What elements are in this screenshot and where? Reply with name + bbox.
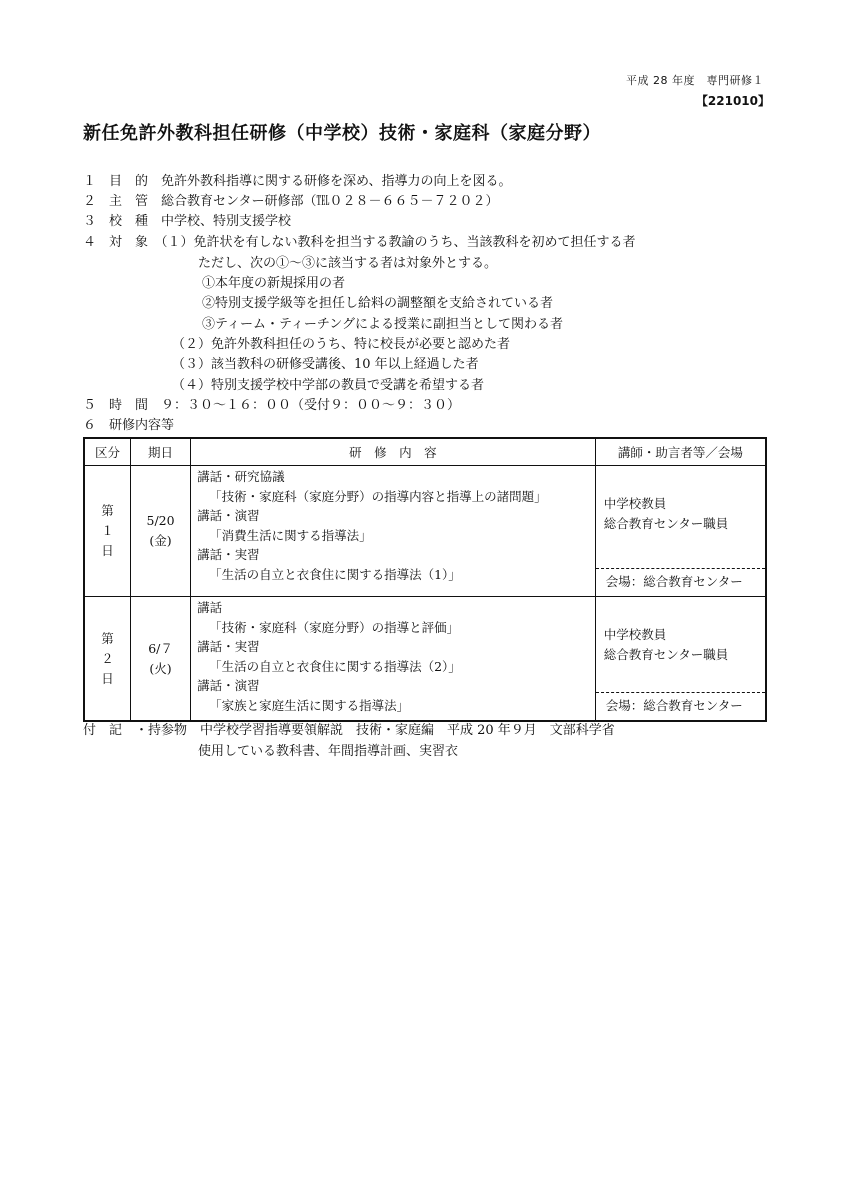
- target-line-2: （２）免許外教科担任のうち、特に校長が必要と認めた者: [172, 337, 511, 352]
- session-type: 講話・実習: [197, 639, 260, 654]
- date-value: 6/７: [148, 640, 173, 656]
- day-label: 日: [101, 543, 114, 558]
- lecturer-cell: [595, 466, 766, 597]
- organizer-line: ２ 主 管 総合教育センター研修部（℡０２８－６６５－７２０２）: [83, 194, 499, 209]
- purpose-line: １ 目 的 免許外教科指導に関する研修を深め、指導力の向上を図る。: [83, 174, 512, 189]
- session-topic: 「技術・家庭科（家庭分野）の指導と評価」: [209, 619, 460, 635]
- exclusion-1: ①本年度の新規採用の者: [202, 276, 346, 291]
- weekday: (金): [149, 533, 172, 548]
- exclusion-2: ②特別支援学級等を担任し給料の調整額を支給されている者: [202, 296, 554, 311]
- session-type: 講話・演習: [197, 508, 260, 523]
- day-label: 日: [101, 670, 114, 686]
- lecturer-name: 中学校教員: [603, 627, 667, 642]
- day-label: 第: [101, 503, 114, 518]
- date-cell: [131, 466, 191, 597]
- lecturer-name: 中学校教員: [603, 496, 667, 511]
- session-topic: 「生活の自立と衣食住に関する指導法（2）」: [209, 658, 461, 674]
- date-cell: [131, 597, 191, 722]
- schedule-table: [83, 437, 767, 722]
- session-type: 講話: [197, 600, 223, 615]
- lecturer-name: 総合教育センター職員: [603, 516, 729, 531]
- session-topic: 「家族と家庭生活に関する指導法」: [209, 697, 410, 713]
- table-header-row: [84, 438, 766, 466]
- exclusion-3: ③ティーム・ティーチングによる授業に副担当として関わる者: [202, 317, 564, 332]
- target-line-4: （４）特別支援学校中学部の教員で受講を希望する者: [172, 378, 485, 393]
- target-note: ただし、次の①～③に該当する者は対象外とする。: [198, 256, 498, 271]
- lecturer-name: 総合教育センター職員: [603, 647, 729, 662]
- day-number: １: [101, 523, 114, 538]
- page-title: 新任免許外教科担任研修（中学校）技術・家庭科（家庭分野）: [83, 123, 601, 144]
- day-cell: [84, 466, 131, 597]
- session-topic: 「技術・家庭科（家庭分野）の指導内容と指導上の諸問題」: [209, 488, 547, 504]
- table-row: [84, 466, 766, 597]
- day-label: 第: [101, 630, 114, 646]
- time-line: ５ 時 間 ９：３０～１６：００（受付９：００～９：３０）: [83, 398, 461, 413]
- venue-label: 会場：総合教育センター: [596, 568, 765, 594]
- weekday: (火): [149, 660, 172, 676]
- school-type-line: ３ 校 種 中学校、特別支援学校: [83, 214, 292, 229]
- session-topic: 「消費生活に関する指導法」: [209, 527, 372, 543]
- lecturer-cell: [595, 597, 766, 722]
- session-type: 講話・演習: [197, 678, 260, 693]
- venue-label: 会場：総合教育センター: [596, 692, 765, 718]
- target-line-3: （３）該当教科の研修受講後、10 年以上経過した者: [172, 357, 479, 372]
- date-value: 5/20: [146, 513, 175, 528]
- header-date: 期日: [131, 438, 191, 466]
- content-cell: [191, 466, 596, 597]
- day-number: ２: [101, 650, 114, 666]
- session-type: 講話・実習: [197, 547, 260, 562]
- session-topic: 「生活の自立と衣食住に関する指導法（1）」: [209, 566, 461, 582]
- header-content: 研 修 内 容: [191, 438, 596, 466]
- table-row: [84, 597, 766, 722]
- header-category: 区分: [84, 438, 131, 466]
- header-lecturer: 講師・助言者等／会場: [595, 438, 766, 466]
- session-type: 講話・研究協議: [197, 469, 285, 484]
- notes-line-1: 付 記 ・持参物 中学校学習指導要領解説 技術・家庭編 平成 20 年９月 文部科学省: [83, 723, 615, 738]
- target-line-1: ４ 対 象 （１）免許状を有しない教科を担当する教諭のうち、当該教科を初めて担任する者: [83, 235, 636, 250]
- content-heading: ６ 研修内容等: [83, 418, 175, 433]
- notes-line-2: 使用している教科書、年間指導計画、実習衣: [198, 744, 459, 759]
- year-label: 平成 28 年度 専門研修１: [626, 74, 764, 87]
- day-cell: [84, 597, 131, 722]
- course-code: 【221010】: [695, 94, 770, 108]
- content-cell: [191, 597, 596, 722]
